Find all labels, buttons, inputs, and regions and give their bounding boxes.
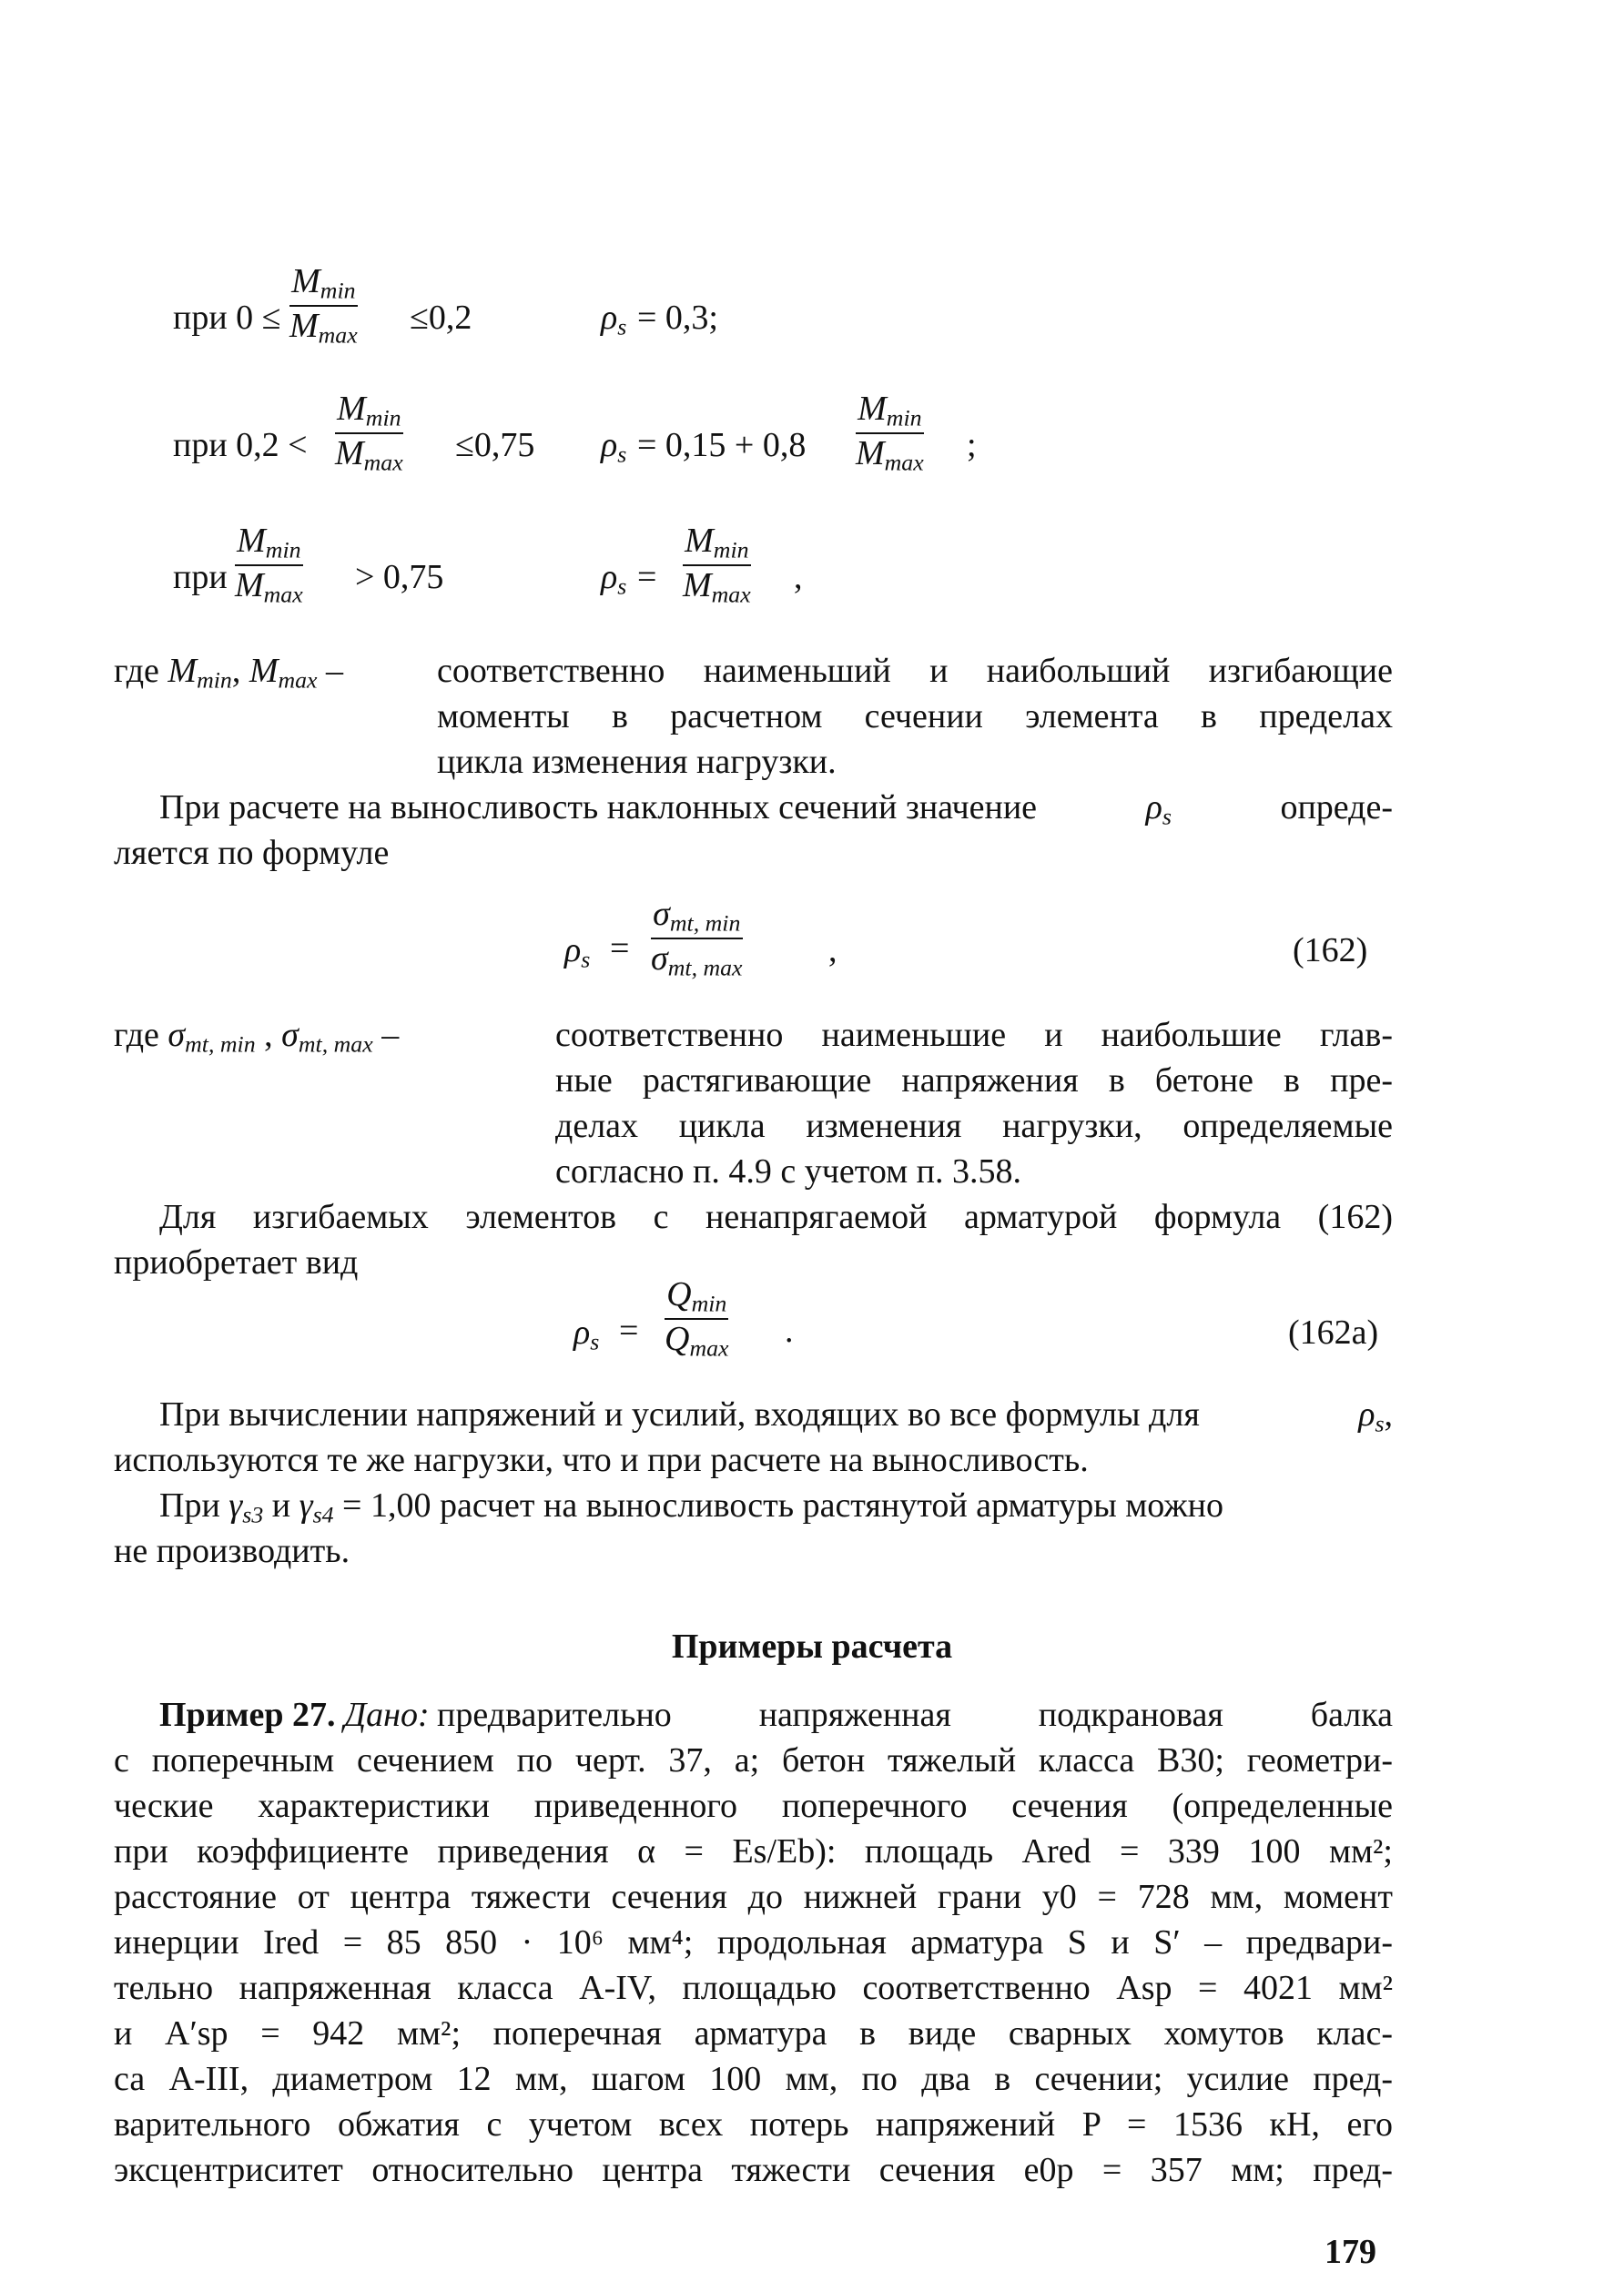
paragraph-3-line-2: используются те же нагрузки, что и при расчете на выносливость.: [114, 1441, 1089, 1479]
formula-row-2: [173, 391, 1083, 501]
page-number: 179: [1325, 2233, 1376, 2271]
rho-symbol: $\rho_s$: [601, 558, 627, 600]
condition-prefix: при: [173, 558, 228, 596]
paragraph-4-line-1: При $\gamma_{s3}$ и $\gamma_{s4} = 1,00$ расчет на выносливость растянутой арматуры можно: [159, 1486, 1223, 1528]
equation-162: $\rho_s$ = $\sigma_{mt, min}$ $\sigma_{mt, max}$ , (162): [564, 895, 1368, 981]
m-max-symbol: $M_{max}$: [249, 652, 318, 694]
paragraph-2-line-1: Для изгибаемых элементов с ненапрягаемой арматурой формула (162): [159, 1198, 1393, 1236]
example-line-9: са А-III, диаметром 12 мм, шагом 100 мм, по два в сечении; усилие пред-: [114, 2060, 1393, 2098]
rhs-fraction: $M_{min}$ $M_{max}$: [683, 522, 751, 608]
paragraph-2-line-2: приобретает вид: [114, 1243, 359, 1282]
section-heading: Примеры расчета: [671, 1628, 953, 1666]
condition-prefix: при 0 ≤: [173, 299, 281, 337]
rho-expression: = 0,15 + 0,8: [637, 426, 807, 464]
formula-row-1: [173, 264, 992, 373]
ratio-fraction: $M_{min}$ $M_{max}$: [235, 522, 303, 608]
example-line-2: с поперечным сечением по черт. 37, а; бетон тяжелый класса В30; геометри-: [114, 1741, 1393, 1780]
ratio-fraction: $M_{min}$ $M_{max}$: [289, 262, 358, 349]
rhs-fraction: $M_{min}$ $M_{max}$: [856, 390, 924, 476]
paragraph-1-line-1: При расчете на выносливость наклонных сечений значение $\rho_s$ опреде-: [159, 788, 1393, 830]
sigma-fraction: $\sigma_{mt, min}$ $\sigma_{mt, max}$: [651, 895, 743, 981]
q-fraction: $Q_{min}$ $Q_{max}$: [665, 1275, 729, 1362]
condition-prefix: при 0,2 <: [173, 426, 308, 464]
m-min-symbol: $M_{min}$: [167, 652, 232, 694]
ratio-fraction: $M_{min}$ $M_{max}$: [335, 390, 403, 476]
where-1-line-2: моменты в расчетном сечении элемента в пределах: [437, 697, 1393, 735]
example-line-10: варительного обжатия с учетом всех потерь напряжений P = 1536 кН, его: [114, 2105, 1393, 2144]
equals-sign: =: [637, 558, 657, 596]
equation-label: (162a): [1288, 1313, 1379, 1352]
where-definition-1: где $M_{min}$, $M_{max}$ –: [114, 652, 343, 694]
example-line-1: Пример 27. Дано: предварительно напряженная подкрановая балка: [159, 1696, 1393, 1734]
row-end: ;: [967, 426, 977, 464]
example-line-7: тельно напряженная класса А-IV, площадью соответственно Asp = 4021 мм²: [114, 1969, 1393, 2007]
rho-symbol: $\rho_s$: [601, 299, 627, 340]
condition-suffix: ≤0,2: [410, 299, 472, 337]
condition-suffix: ≤0,75: [455, 426, 535, 464]
condition-suffix: > 0,75: [355, 558, 444, 596]
where-definition-2: где $\sigma_{mt, min}$ , $\sigma_{mt, max}$ –: [114, 1016, 400, 1058]
equation-162a: $\rho_s$ = $Q_{min}$ $Q_{max}$ . (162a): [573, 1275, 1379, 1362]
rho-value: = 0,3;: [637, 299, 718, 337]
where-1-line-3: цикла изменения нагрузки.: [437, 743, 837, 781]
paragraph-4-line-2: не производить.: [114, 1532, 350, 1570]
where-2-line-1: соответственно наименьшие и наибольшие глав-: [555, 1016, 1393, 1054]
equation-label: (162): [1293, 931, 1368, 969]
example-line-6: инерции Ired = 85 850 · 10⁶ мм⁴; продольная арматура S и S′ – предвари-: [114, 1923, 1393, 1962]
where-2-line-4: согласно п. 4.9 с учетом п. 3.58.: [555, 1152, 1021, 1191]
example-line-5: расстояние от центра тяжести сечения до нижней грани y0 = 728 мм, момент: [114, 1878, 1393, 1916]
rho-symbol: $\rho_s$: [601, 426, 627, 468]
row-end: ,: [794, 558, 803, 596]
paragraph-1-line-2: ляется по формуле: [114, 834, 390, 872]
example-line-11: эксцентриситет относительно центра тяжести сечения e0p = 357 мм; пред-: [114, 2151, 1393, 2189]
where-2-line-2: ные растягивающие напряжения в бетоне в пре-: [555, 1061, 1393, 1100]
example-line-4: при коэффициенте приведения α = Es/Eb): площадь Ared = 339 100 мм²;: [114, 1832, 1393, 1871]
formula-row-3: [173, 523, 1083, 633]
example-line-8: и A′sp = 942 мм²; поперечная арматура в виде сварных хомутов клас-: [114, 2014, 1393, 2053]
where-1-line-1: соответственно наименьший и наибольший изгибающие: [437, 652, 1393, 690]
paragraph-3-line-1: При вычислении напряжений и усилий, входящих во все формулы для $\rho_s$,: [159, 1395, 1393, 1437]
where-2-line-3: делах цикла изменения нагрузки, определяемые: [555, 1107, 1393, 1145]
where-word: где: [114, 652, 159, 690]
example-line-3: ческие характеристики приведенного поперечного сечения (определенные: [114, 1787, 1393, 1825]
